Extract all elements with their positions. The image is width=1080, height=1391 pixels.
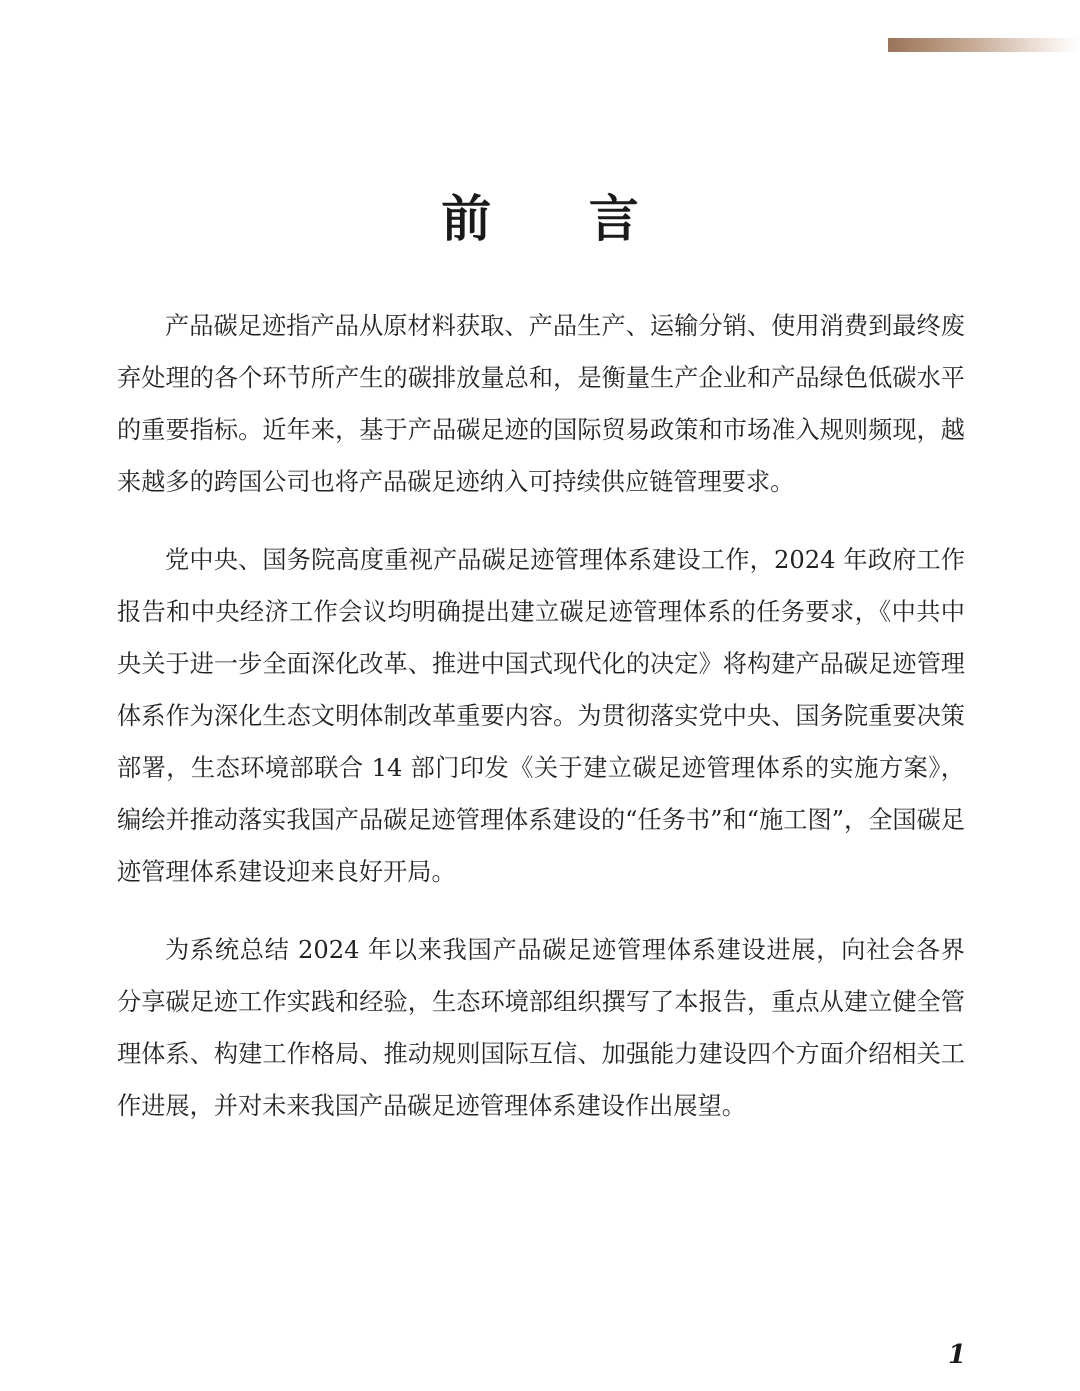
preface-paragraph: 产品碳足迹指产品从原材料获取、产品生产、运输分销、使用消费到最终废弃处理的各个环节所产生的碳排放量总和，是衡量生产企业和产品绿色低碳水平的重要指标。近年来，基于产品碳足迹的国际贸易政策和市场准入规则频现，越来越多的跨国公司也将产品碳足迹纳入可持续供应链管理要求。 (117, 312, 965, 496)
preface-body (117, 300, 965, 1158)
decorative-accent-bar (888, 38, 1080, 52)
preface-paragraph: 为系统总结 2024 年以来我国产品碳足迹管理体系建设进展，向社会各界分享碳足迹工作实践和经验，生态环境部组织撰写了本报告，重点从建立健全管理体系、构建工作格局、推动规则国际互信、加强能力建设四个方面介绍相关工作进展，并对未来我国产品碳足迹管理体系建设作出展望。 (117, 936, 965, 1120)
page-title: 前 言 (441, 188, 679, 248)
preface-paragraph: 党中央、国务院高度重视产品碳足迹管理体系建设工作，2024 年政府工作报告和中央经济工作会议均明确提出建立碳足迹管理体系的任务要求，《中共中央关于进一步全面深化改革、推进中国式现代化的决定》将构建产品碳足迹管理体系作为深化生态文明体制改革重要内容。为贯彻落实党中央、国务院重要决策部署，生态环境部联合 14 部门印发《关于建立碳足迹管理体系的实施方案》，编绘并推动落实我国产品碳足迹管理体系建设的“任务书”和“施工图”，全国碳足迹管理体系建设迎来良好开局。 (117, 546, 965, 886)
page-number: 1 (948, 1340, 967, 1370)
